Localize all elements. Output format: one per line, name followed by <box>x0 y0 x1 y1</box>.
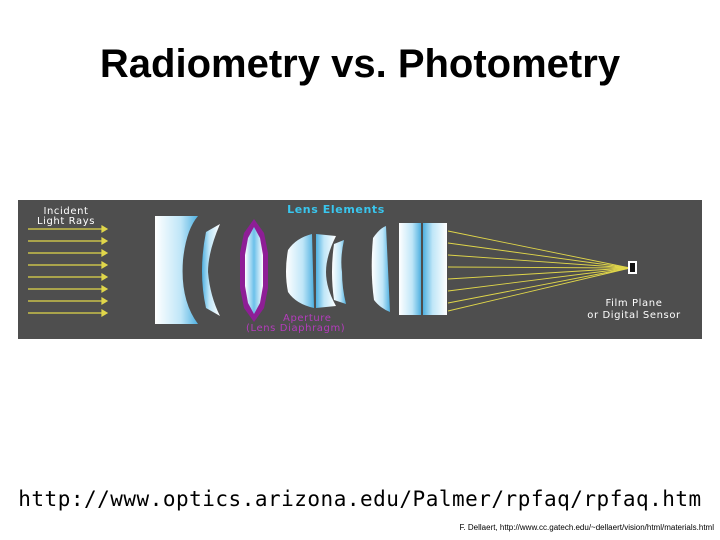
lens-diagram-svg <box>18 200 702 339</box>
lens-meniscus-element <box>202 224 220 316</box>
lens-elements <box>155 216 447 324</box>
incident-label-line1: Incident <box>43 206 89 217</box>
slide-title: Radiometry vs. Photometry <box>99 42 621 86</box>
aperture-label-line1: Aperture <box>283 313 332 324</box>
source-url: http://www.optics.arizona.edu/Palmer/rpfaq/rpfaq.htm <box>18 487 702 511</box>
lens-rear-element-2 <box>399 223 421 315</box>
slide-credit: F. Dellaert, http://www.cc.gatech.edu/~dellaert/vision/html/materials.html <box>459 523 714 532</box>
lens-rear-element-1 <box>372 226 390 312</box>
lens-convex-element <box>286 234 314 308</box>
converging-rays <box>448 231 630 311</box>
aperture-label-line2: (Lens Diaphragm) <box>246 323 346 334</box>
lens-diagram <box>18 200 702 339</box>
incident-label-line2: Light Rays <box>36 216 96 227</box>
lens-elements-label: Lens Elements <box>287 203 385 216</box>
lens-front-element <box>155 216 198 324</box>
incident-light-rays <box>28 226 107 316</box>
film-plane-label-line1: Film Plane <box>605 298 663 309</box>
lens-small-element <box>332 240 346 304</box>
aperture-glass <box>245 227 263 314</box>
film-plane-label-line2: or Digital Sensor <box>587 310 681 321</box>
lens-rear-element-3 <box>423 223 447 315</box>
